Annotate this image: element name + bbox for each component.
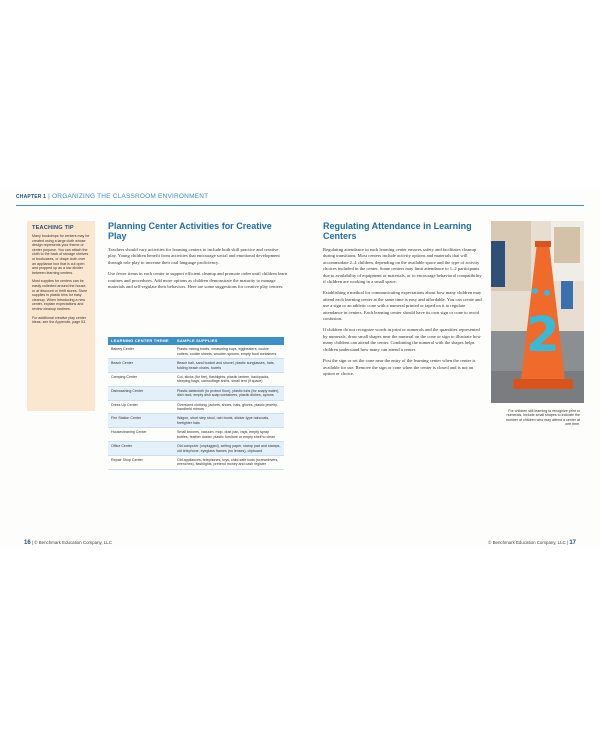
left-article-title: Planning Center Activities for Creative Play [108, 221, 272, 241]
body-paragraph: If children do not recognize words in print or numerals and the quantities represented by numerals, draw small shapes near the numeral on the cone or sign to illustrate how many children can attend the center. Combining the numeral with the shapes helps children understand how many can attend a center. [323, 327, 481, 352]
table-cell-supplies: Beach ball, sand bucket and shovel, plastic sunglasses, hats, folding beach chairs, towels [174, 359, 284, 373]
chapter-header: CHAPTER 1 | ORGANIZING THE CLASSROOM ENVIRONMENT [16, 193, 209, 200]
right-article-body [323, 247, 483, 382]
chapter-number: CHAPTER 1 [16, 194, 47, 200]
table-cell-theme: Fire Station Center [108, 414, 174, 428]
teaching-tip-paragraph: Most supplies for centers can be easily collected around the house, or at discount or thrift stores. Store supplies in plastic bins for easy cleanup. When introducing a new center, explain expectations and review cleanup routines. [32, 279, 88, 311]
footer-right: © Benchmark Education Company, LLC | 17 [488, 540, 576, 546]
table-row [108, 455, 284, 469]
table-cell-supplies: Cot, sticks (for fire), flashlights, plastic lantern, backpacks, sleeping bags, camouflage shirts, small tent (if space) [174, 373, 284, 387]
body-paragraph: Post the sign or set the cone near the entry of the learning center when the center is available for use. Remove the sign or cone when the center is closed and is not an option or choice. [323, 358, 476, 376]
page-number-right: 17 [569, 540, 576, 546]
table-cell-supplies: Plastic mixing bowls, measuring cups, eggbeaters, cookie cutters, cookie sheets, wooden spoons, empty food containers [174, 345, 284, 358]
chapter-title: ORGANIZING THE CLASSROOM ENVIRONMENT [52, 193, 209, 200]
table-row [108, 386, 284, 400]
table-header-supplies: SAMPLE SUPPLIES [174, 337, 284, 345]
table-row [108, 428, 284, 442]
cone-numeral: 2 [526, 307, 560, 363]
footer-copyright-left: © Benchmark Education Company, LLC [34, 540, 112, 545]
footer-copyright-right: © Benchmark Education Company, LLC [488, 540, 566, 545]
table-cell-theme: Dress Up Center [108, 400, 174, 414]
table-cell-supplies: Wagon, short step stool, rain boots, slicker-type raincoats, firefighter hats [174, 414, 284, 428]
footer-left: 16 | © Benchmark Education Company, LLC [24, 540, 112, 546]
table-cell-theme: Repair Shop Center [108, 455, 174, 469]
body-paragraph: Establishing a method for communicating expectations about how many children may attend each learning center at the same time is easy and affordable. You can create and use a sign or an athletic cone with a numeral printed or taped on it to regulate attendance in centers. Each learning center should have its own sign or cone to avoid confusion. [323, 290, 482, 322]
teaching-tip-title: TEACHING TIP [32, 225, 74, 231]
table-header-row [108, 337, 284, 345]
table-cell-supplies: Old appliances, telephones, toys, child-safe tools (screwdrivers, wrenches), flashlights, pretend money and cash register [174, 455, 284, 469]
right-article-title: Regulating Attendance in Learning Centers [323, 221, 472, 241]
body-paragraph: Teachers should vary activities for learning centers to include both skill practice and creative play. Young children benefit from activities that encourage social and emotional development through role play to increase their oral language proficiency. [108, 247, 280, 265]
body-paragraph: Use fewer items in each center to support efficient cleanup and promote order until children learn routines and procedures. Add more options as children demonstrate the maturity to manage materials and self-regulate their behaviors. Here are some suggestions for creative play centers: [108, 271, 288, 290]
table-cell-supplies: Small brooms, vacuum, mop, dust pan, rags, empty spray bottles, feather duster, plastic furniture or empty shelf to clean [174, 428, 284, 442]
table-cell-theme: Dishwashing Center [108, 386, 174, 400]
teaching-tip-box [27, 221, 95, 411]
body-paragraph: Regulating attendance in each learning center ensures safety and facilitates cleanup during transitions. Most centers include activity options and materials that will accommodate 2–4 children, depending on the available space and the type of activity choices included in the center. Some centers may limit attendance to 1–2 participants due to availability of equipment or materials, or to encourage behavioral compatibility if children are working in a small space. [323, 247, 482, 285]
table-cell-supplies: Plastic tablecloth (to protect floor), plastic tubs (for soapy water), dish rack, empty dish soap containers, plastic dishes, aprons [174, 386, 284, 400]
table-row [108, 345, 284, 358]
table-row [108, 414, 284, 428]
table-header-theme: LEARNING CENTER THEME [108, 337, 174, 345]
teaching-tip-paragraph: For additional creative play center ideas, see the Appendix, page 53. [32, 315, 87, 325]
teaching-tip-paragraph: Many bookdrops for centers may be created using a large cloth whose design represents your theme or center purpose. You can attach the cloth to the back of storage shelves or bookcases, or drape cloth over an appliance box that is cut open and propped up as a low divider between learning centers. [32, 234, 90, 275]
table-cell-supplies: Oversized clothing, jackets, shoes, hats, gloves, plastic jewelry, handheld mirrors [174, 400, 284, 414]
table-cell-supplies: Old computer (unplugged), writing paper, stamp pad and stamps, old telephone, eyeglass frames (no lenses), clipboard [174, 442, 284, 456]
table-row [108, 359, 284, 373]
table-cell-theme: Housecleaning Center [108, 428, 174, 442]
table-row [108, 442, 284, 456]
table-row [108, 373, 284, 387]
table-cell-theme: Bakery Center [108, 345, 174, 358]
cone-photo [491, 221, 584, 403]
page-number-left: 16 [24, 540, 31, 546]
photo-caption: For children still learning to recognize print or numerals, include small shapes to indicate the number of children who may attend a center at one time. [505, 409, 580, 427]
table-cell-theme: Beach Center [108, 359, 174, 373]
table-cell-theme: Camping Center [108, 373, 174, 387]
table-row [108, 400, 284, 414]
learning-centers-table [108, 337, 284, 470]
cone-photo-illustration [491, 221, 584, 403]
left-article-body [108, 247, 288, 295]
table-cell-theme: Office Center [108, 442, 174, 456]
